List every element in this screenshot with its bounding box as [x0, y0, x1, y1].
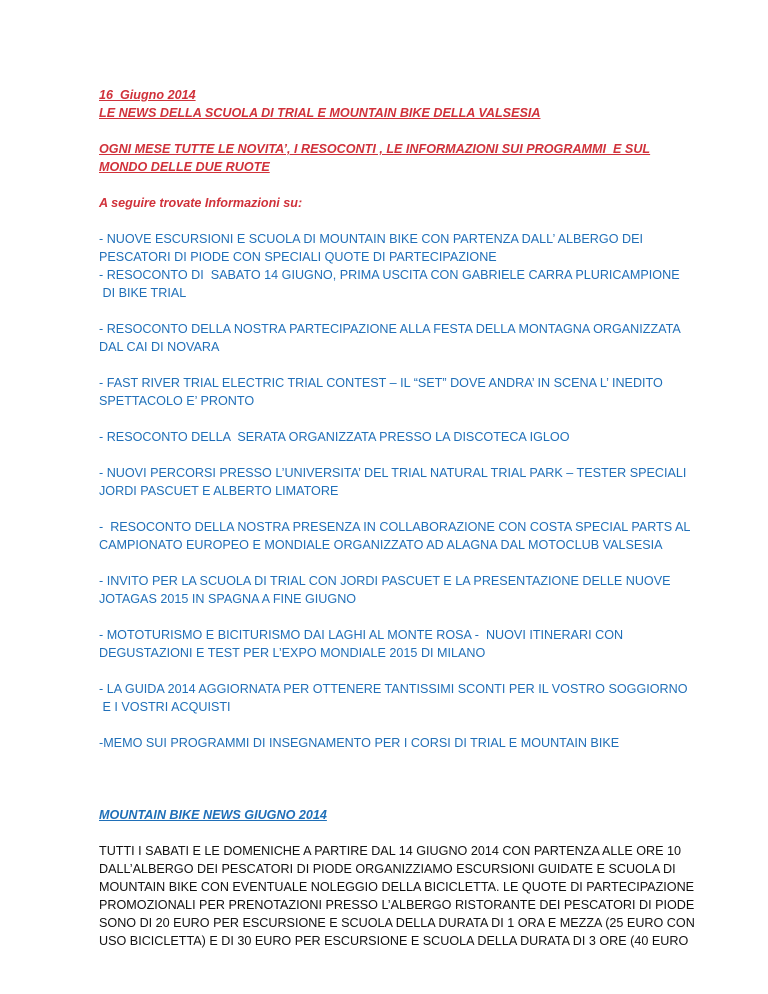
topic-item-line: - RESOCONTO DELLA SERATA ORGANIZZATA PRESSO LA DISCOTECA IGLOO: [99, 430, 570, 444]
topic-item-line: - RESOCONTO DI SABATO 14 GIUGNO, PRIMA USCITA CON GABRIELE CARRA PLURICAMPIONE: [99, 268, 680, 282]
topic-item-line: DEGUSTAZIONI E TEST PER L’EXPO MONDIALE 2015 DI MILANO: [99, 646, 486, 660]
body-paragraph-line: TUTTI I SABATI E LE DOMENICHE A PARTIRE DAL 14 GIUGNO 2014 CON PARTENZA ALLE ORE 10: [99, 844, 682, 858]
body-paragraph-line: MOUNTAIN BIKE CON EVENTUALE NOLEGGIO DELLA BICICLETTA. LE QUOTE DI PARTECIPAZIONE: [99, 880, 695, 894]
body-paragraph-line: USO BICICLETTA) E DI 30 EURO PER ESCURSIONE E SCUOLA DELLA DURATA DI 3 ORE (40 EURO: [99, 934, 689, 948]
topic-item-line: DI BIKE TRIAL: [99, 286, 187, 300]
topic-item-line: - RESOCONTO DELLA NOSTRA PARTECIPAZIONE ALLA FESTA DELLA MONTAGNA ORGANIZZATA: [99, 322, 681, 336]
body-paragraph-line: SONO DI 20 EURO PER ESCURSIONE E SCUOLA DELLA DURATA DI 1 ORA E MEZZA (25 EURO CON: [99, 916, 695, 930]
topic-item-line: JORDI PASCUET E ALBERTO LIMATORE: [99, 484, 339, 498]
topic-item-line: - NUOVE ESCURSIONI E SCUOLA DI MOUNTAIN BIKE CON PARTENZA DALL’ ALBERGO DEI: [99, 232, 643, 246]
intro-line-2: MONDO DELLE DUE RUOTE: [99, 160, 270, 174]
topic-item-line: - MOTOTURISMO E BICITURISMO DAI LAGHI AL MONTE ROSA - NUOVI ITINERARI CON: [99, 628, 624, 642]
topic-item-line: JOTAGAS 2015 IN SPAGNA A FINE GIUGNO: [99, 592, 357, 606]
topic-item-line: - LA GUIDA 2014 AGGIORNATA PER OTTENERE TANTISSIMI SCONTI PER IL VOSTRO SOGGIORNO: [99, 682, 688, 696]
topic-item-line: PESCATORI DI PIODE CON SPECIALI QUOTE DI PARTECIPAZIONE: [99, 250, 497, 264]
intro-line-1: OGNI MESE TUTTE LE NOVITA’, I RESOCONTI , LE INFORMAZIONI SUI PROGRAMMI E SUL: [99, 142, 651, 156]
newsletter-title: LE NEWS DELLA SCUOLA DI TRIAL E MOUNTAIN BIKE DELLA VALSESIA: [99, 106, 541, 120]
body-paragraph-line: DALL’ALBERGO DEI PESCATORI DI PIODE ORGANIZZIAMO ESCURSIONI GUIDATE E SCUOLA DI: [99, 862, 676, 876]
topic-item-line: SPETTACOLO E’ PRONTO: [99, 394, 255, 408]
topic-item-line: - FAST RIVER TRIAL ELECTRIC TRIAL CONTEST – IL “SET” DOVE ANDRA’ IN SCENA L’ INEDITO: [99, 376, 663, 390]
body-paragraph-line: PROMOZIONALI PER PRENOTAZIONI PRESSO L’ALBERGO RISTORANTE DEI PESCATORI DI PIODE: [99, 898, 695, 912]
topic-item-line: - RESOCONTO DELLA NOSTRA PRESENZA IN COLLABORAZIONE CON COSTA SPECIAL PARTS AL: [99, 520, 691, 534]
document-content: [99, 86, 699, 950]
follow-heading: A seguire trovate Informazioni su:: [99, 196, 303, 210]
topic-item-line: - INVITO PER LA SCUOLA DI TRIAL CON JORDI PASCUET E LA PRESENTAZIONE DELLE NUOVE: [99, 574, 671, 588]
topic-item-line: -MEMO SUI PROGRAMMI DI INSEGNAMENTO PER I CORSI DI TRIAL E MOUNTAIN BIKE: [99, 736, 620, 750]
topic-item-line: DAL CAI DI NOVARA: [99, 340, 220, 354]
newsletter-date: 16 Giugno 2014: [99, 88, 196, 102]
topic-item-line: - NUOVI PERCORSI PRESSO L’UNIVERSITA’ DEL TRIAL NATURAL TRIAL PARK – TESTER SPECIALI: [99, 466, 687, 480]
topic-item-line: E I VOSTRI ACQUISTI: [99, 700, 231, 714]
section-title: MOUNTAIN BIKE NEWS GIUGNO 2014: [99, 808, 327, 822]
topic-item-line: CAMPIONATO EUROPEO E MONDIALE ORGANIZZATO AD ALAGNA DAL MOTOCLUB VALSESIA: [99, 538, 663, 552]
